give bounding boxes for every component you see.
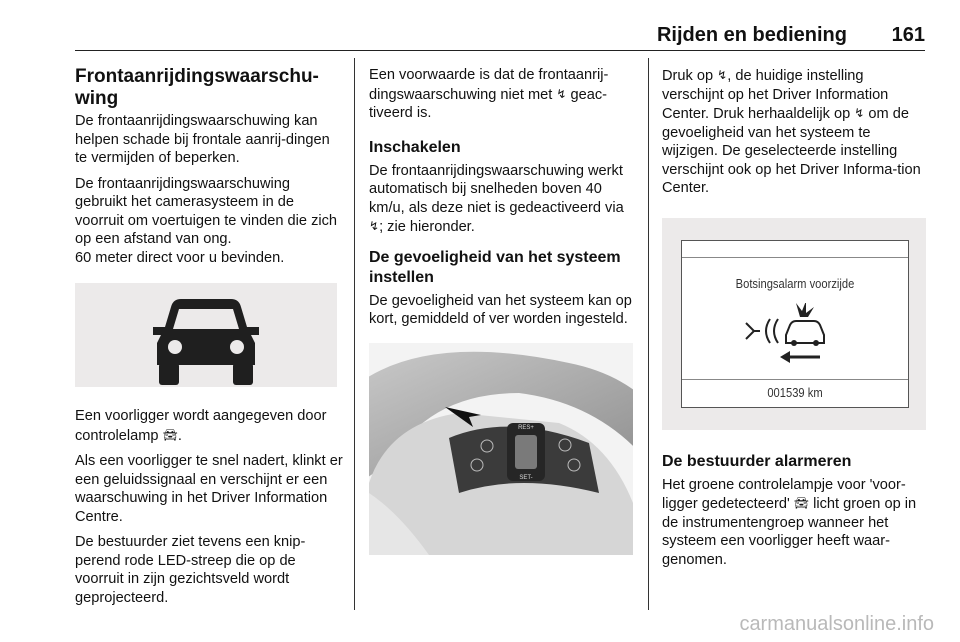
column-2 [369, 66, 635, 555]
driver-information-centre-figure [662, 218, 926, 430]
svg-text:SET-: SET- [519, 474, 533, 481]
paragraph: De gevoeligheid van het systeem kan op kort, gemiddeld of ver worden ingesteld. [369, 292, 632, 327]
vehicle-ahead-figure [75, 283, 337, 387]
svg-text:RES+: RES+ [518, 424, 534, 431]
heading-alarmeren: De bestuurder alarmeren [662, 452, 852, 470]
paragraph: Een voorwaarde is dat de frontaanrij-dingswaarschuwing niet met ↯ geac-tiveerd is. [369, 67, 609, 121]
steering-wheel-controls [369, 343, 633, 555]
heading-gevoeligheid: De gevoeligheid van het systeem instellen [369, 248, 621, 286]
sensitivity-button-icon: ↯ [717, 68, 728, 82]
collision-alert-icon [740, 303, 850, 367]
sensitivity-button-icon: ↯ [369, 219, 380, 233]
paragraph: Als een voorligger te snel nadert, klinkt er een geluidssignaal en verschijnt er een waarschuwing in het Driver Information Centre. [75, 453, 343, 525]
paragraph: Een voorligger wordt aangegeven door controlelamp 🚘︎. [75, 408, 327, 444]
section-title: Rijden en bediening [656, 24, 847, 46]
paragraph: De bestuurder ziet tevens een knip-perend rode LED-streep die op de voorruit in zijn gezichtsveld wordt geprojecteerd. [75, 534, 306, 606]
paragraph: Druk op ↯, de huidige instelling verschijnt op het Driver Information Center. Druk herhaaldelijk op ↯ om de gevoeligheid van het systeem te wijzigen. De geselecteerde instelling verschijnt ook op het Driver Informa-tion Center. [662, 68, 921, 196]
steering-wheel-figure [369, 343, 633, 555]
vehicle-ahead-lamp-icon: 🚘︎ [162, 427, 178, 442]
paragraph: Het groene controlelampje voor 'voor-ligger gedetecteerd' 🚘︎ licht groen op in de instrumentengroep wanneer het systeem een voorligger heeft waar-genomen. [662, 476, 917, 568]
paragraph: De frontaanrijdingswaarschuwing gebruikt het camerasysteem in de voorruit om voertuigen te vinden die zich op een afstand van ong. 60 meter direct voor u bevinden. [75, 175, 338, 266]
column-divider [648, 58, 649, 610]
paragraph: De frontaanrijdingswaarschuwing kan helpen schade bij frontale aanrij-dingen te vermijden of beperken. [75, 113, 330, 166]
heading-inschakelen: Inschakelen [369, 138, 461, 156]
column-1 [75, 66, 343, 614]
page-number: 161 [891, 24, 925, 46]
column-divider [354, 58, 355, 610]
sensitivity-button-icon: ↯ [556, 86, 567, 101]
driver-information-display [681, 240, 909, 408]
sensitivity-button-icon: ↯ [854, 106, 865, 120]
watermark: carmanualsonline.info [739, 613, 934, 635]
page-header [75, 22, 925, 51]
display-title: Botsingsalarm voorzijde [735, 275, 855, 291]
paragraph: De frontaanrijdingswaarschuwing werkt automatisch bij snelheden boven 40 km/u, als deze niet is gedeactiveerd via ↯; zie hieronder. [369, 162, 624, 235]
vehicle-ahead-icon [75, 283, 337, 387]
column-3 [662, 66, 926, 576]
vehicle-ahead-lamp-icon: 🚘︎ [793, 496, 810, 510]
display-odometer: 001539 km [767, 385, 823, 400]
heading-frontaanrijdingswaarschuwing: Frontaanrijdingswaarschu- wing [75, 66, 319, 109]
